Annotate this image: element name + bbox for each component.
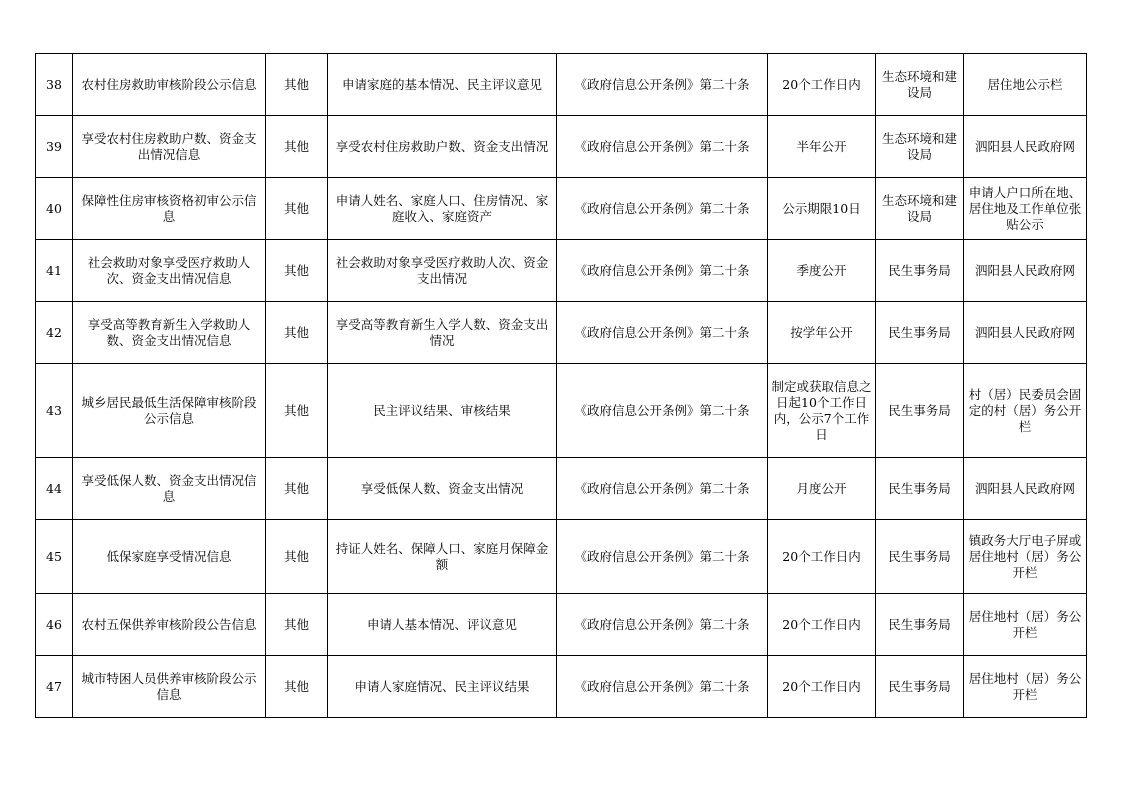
row-number: 45 <box>36 520 73 594</box>
item-content: 享受高等教育新生入学人数、资金支出情况 <box>328 302 557 364</box>
item-location: 申请人户口所在地、居住地及工作单位张贴公示 <box>964 178 1087 240</box>
item-category: 其他 <box>266 520 328 594</box>
item-category: 其他 <box>266 656 328 718</box>
item-content: 享受农村住房救助户数、资金支出情况 <box>328 116 557 178</box>
item-basis: 《政府信息公开条例》第二十条 <box>557 240 768 302</box>
item-content: 申请人姓名、家庭人口、住房情况、家庭收入、家庭资产 <box>328 178 557 240</box>
item-location: 居住地公示栏 <box>964 54 1087 116</box>
item-category: 其他 <box>266 458 328 520</box>
item-name: 农村住房救助审核阶段公示信息 <box>73 54 266 116</box>
item-location: 居住地村（居）务公开栏 <box>964 656 1087 718</box>
item-category: 其他 <box>266 302 328 364</box>
item-department: 民生事务局 <box>876 656 964 718</box>
table-row <box>36 302 1087 364</box>
item-location: 镇政务大厅电子屏或居住地村（居）务公开栏 <box>964 520 1087 594</box>
item-content: 申请人家庭情况、民主评议结果 <box>328 656 557 718</box>
item-basis: 《政府信息公开条例》第二十条 <box>557 116 768 178</box>
table-row <box>36 116 1087 178</box>
item-category: 其他 <box>266 178 328 240</box>
item-location: 泗阳县人民政府网 <box>964 116 1087 178</box>
item-location: 村（居）民委员会固定的村（居）务公开栏 <box>964 364 1087 458</box>
item-period: 按学年公开 <box>768 302 876 364</box>
row-number: 40 <box>36 178 73 240</box>
row-number: 44 <box>36 458 73 520</box>
item-name: 享受农村住房救助户数、资金支出情况信息 <box>73 116 266 178</box>
table-row <box>36 240 1087 302</box>
item-basis: 《政府信息公开条例》第二十条 <box>557 178 768 240</box>
row-number: 38 <box>36 54 73 116</box>
table-row <box>36 594 1087 656</box>
item-name: 低保家庭享受情况信息 <box>73 520 266 594</box>
item-department: 生态环境和建设局 <box>876 54 964 116</box>
item-basis: 《政府信息公开条例》第二十条 <box>557 656 768 718</box>
item-period: 公示期限10日 <box>768 178 876 240</box>
item-location: 泗阳县人民政府网 <box>964 302 1087 364</box>
item-name: 享受高等教育新生入学救助人数、资金支出情况信息 <box>73 302 266 364</box>
row-number: 46 <box>36 594 73 656</box>
item-category: 其他 <box>266 364 328 458</box>
item-period: 月度公开 <box>768 458 876 520</box>
row-number: 43 <box>36 364 73 458</box>
row-number: 41 <box>36 240 73 302</box>
item-content: 享受低保人数、资金支出情况 <box>328 458 557 520</box>
item-period: 20个工作日内 <box>768 520 876 594</box>
item-department: 民生事务局 <box>876 520 964 594</box>
item-period: 20个工作日内 <box>768 594 876 656</box>
item-department: 民生事务局 <box>876 240 964 302</box>
item-location: 泗阳县人民政府网 <box>964 458 1087 520</box>
disclosure-table <box>35 53 1087 718</box>
row-number: 39 <box>36 116 73 178</box>
table-row <box>36 178 1087 240</box>
item-basis: 《政府信息公开条例》第二十条 <box>557 364 768 458</box>
item-location: 泗阳县人民政府网 <box>964 240 1087 302</box>
item-content: 社会救助对象享受医疗救助人次、资金支出情况 <box>328 240 557 302</box>
item-content: 申请家庭的基本情况、民主评议意见 <box>328 54 557 116</box>
table-row <box>36 364 1087 458</box>
row-number: 47 <box>36 656 73 718</box>
table-row <box>36 656 1087 718</box>
table-row <box>36 520 1087 594</box>
item-basis: 《政府信息公开条例》第二十条 <box>557 302 768 364</box>
item-period: 半年公开 <box>768 116 876 178</box>
table-row <box>36 458 1087 520</box>
item-period: 季度公开 <box>768 240 876 302</box>
item-name: 享受低保人数、资金支出情况信息 <box>73 458 266 520</box>
item-name: 农村五保供养审核阶段公告信息 <box>73 594 266 656</box>
item-basis: 《政府信息公开条例》第二十条 <box>557 54 768 116</box>
item-category: 其他 <box>266 116 328 178</box>
item-period: 20个工作日内 <box>768 54 876 116</box>
item-content: 持证人姓名、保障人口、家庭月保障金额 <box>328 520 557 594</box>
item-category: 其他 <box>266 594 328 656</box>
item-basis: 《政府信息公开条例》第二十条 <box>557 594 768 656</box>
item-category: 其他 <box>266 240 328 302</box>
item-content: 民主评议结果、审核结果 <box>328 364 557 458</box>
item-department: 民生事务局 <box>876 302 964 364</box>
item-basis: 《政府信息公开条例》第二十条 <box>557 520 768 594</box>
item-name: 保障性住房审核资格初审公示信息 <box>73 178 266 240</box>
item-department: 民生事务局 <box>876 594 964 656</box>
item-period: 20个工作日内 <box>768 656 876 718</box>
item-name: 社会救助对象享受医疗救助人次、资金支出情况信息 <box>73 240 266 302</box>
item-location: 居住地村（居）务公开栏 <box>964 594 1087 656</box>
item-department: 生态环境和建设局 <box>876 116 964 178</box>
item-basis: 《政府信息公开条例》第二十条 <box>557 458 768 520</box>
item-department: 民生事务局 <box>876 458 964 520</box>
row-number: 42 <box>36 302 73 364</box>
item-name: 城乡居民最低生活保障审核阶段公示信息 <box>73 364 266 458</box>
item-period: 制定或获取信息之日起10个工作日内，公示7个工作日 <box>768 364 876 458</box>
item-category: 其他 <box>266 54 328 116</box>
item-name: 城市特困人员供养审核阶段公示信息 <box>73 656 266 718</box>
table-row <box>36 54 1087 116</box>
item-department: 生态环境和建设局 <box>876 178 964 240</box>
item-department: 民生事务局 <box>876 364 964 458</box>
item-content: 申请人基本情况、评议意见 <box>328 594 557 656</box>
